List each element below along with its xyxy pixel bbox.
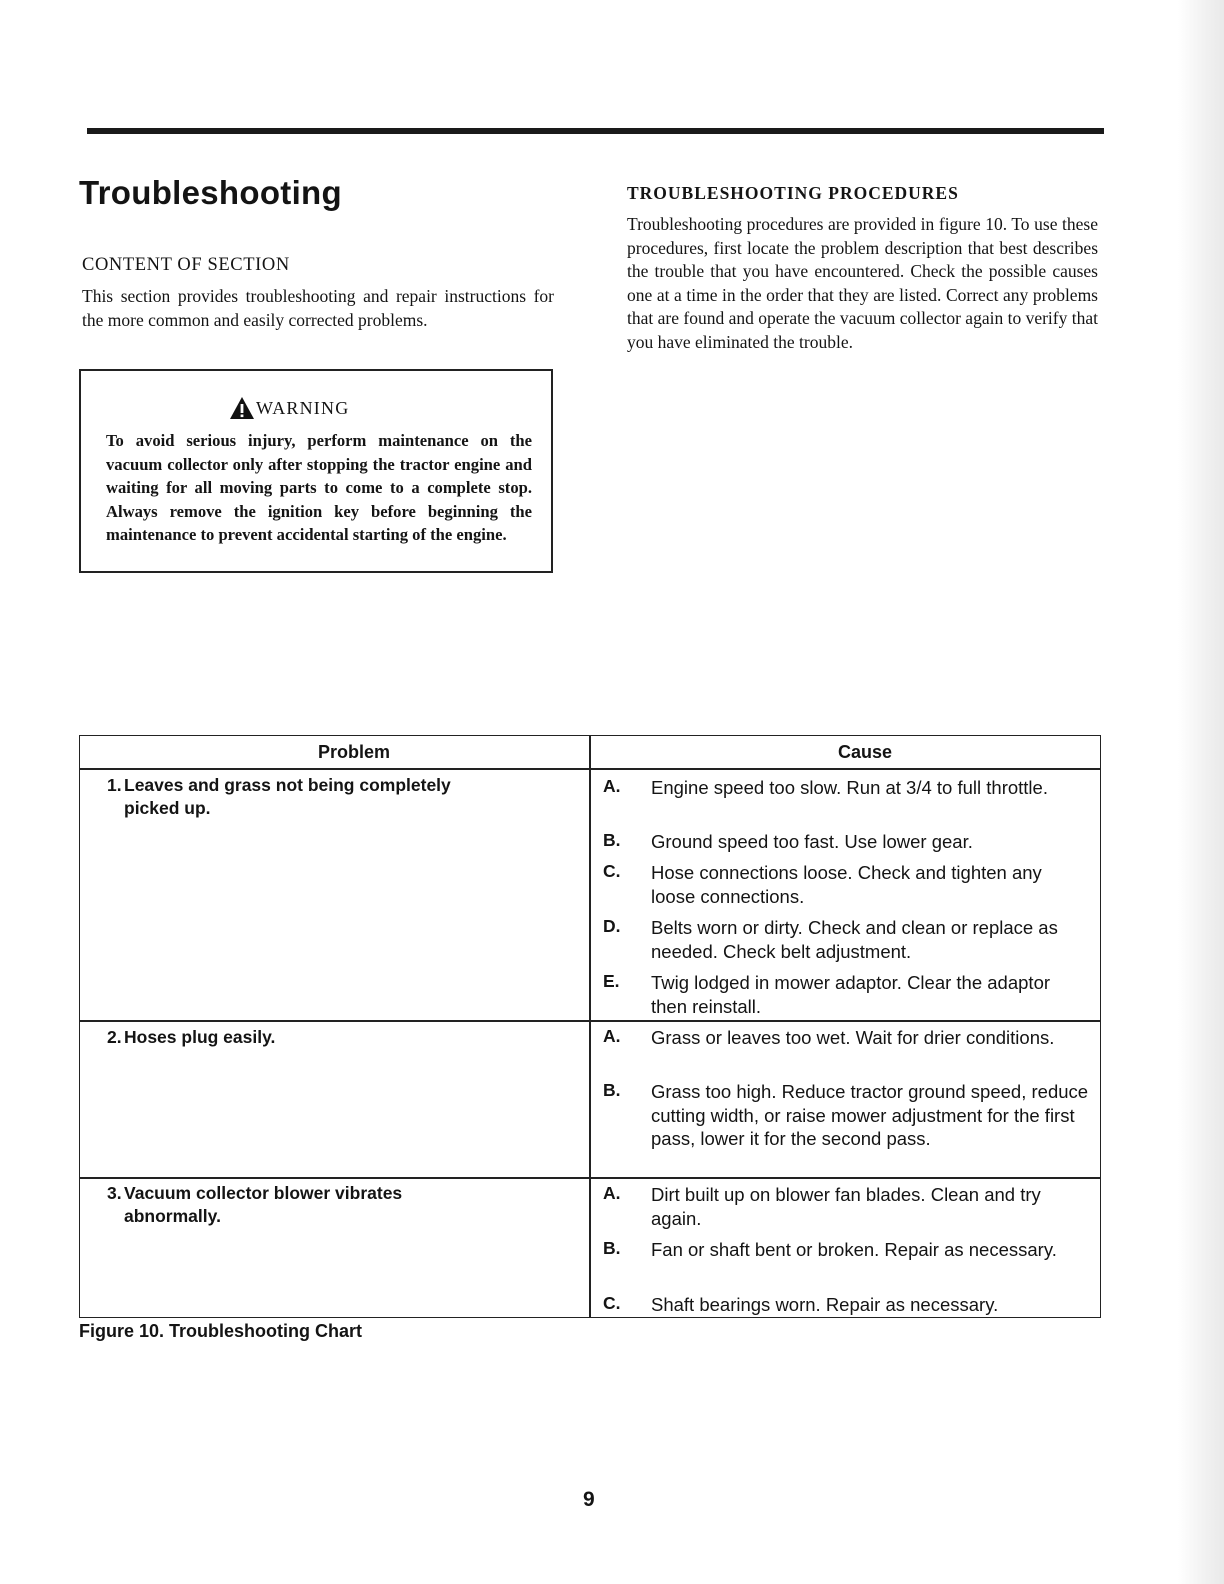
cause-letter: E. — [603, 971, 620, 991]
problem-text: Vacuum collector blower vibrates — [124, 1183, 403, 1203]
cause-letter: A. — [603, 1183, 621, 1203]
procedures-section-body: Troubleshooting procedures are provided in figure 10. To use these procedures, first locate the problem description that best describes the trouble that you have encountered. Check the possible causes one at a time in the order that they are listed. Correct any problems that are found and operate the vacuum collector again to verify that you have eliminated the trouble. — [627, 214, 1098, 352]
problem-text-continued: picked up. — [124, 798, 211, 818]
page-number: 9 — [583, 1488, 595, 1511]
page-title: Troubleshooting — [79, 174, 342, 211]
problem-text: Leaves and grass not being completely — [124, 775, 451, 795]
cause-text: Belts worn or dirty. Check and clean or replace as needed. Check belt adjustment. — [651, 917, 1058, 962]
warning-box — [79, 369, 553, 573]
cause-text: Hose connections loose. Check and tighten any loose connections. — [651, 862, 1042, 907]
page-edge-shadow — [1178, 0, 1224, 1584]
problem-number: 3. — [107, 1183, 122, 1203]
cause-letter: C. — [603, 861, 621, 881]
problem-number: 1. — [107, 775, 122, 795]
problem-cell — [107, 1182, 547, 1228]
warning-header — [229, 395, 349, 421]
cause-text: Shaft bearings worn. Repair as necessary. — [651, 1294, 999, 1315]
troubleshooting-chart — [79, 735, 1101, 1318]
cause-text: Ground speed too fast. Use lower gear. — [651, 831, 973, 852]
header-rule — [87, 128, 1104, 134]
cause-column-header: Cause — [837, 742, 893, 762]
cause-letter: B. — [603, 1080, 621, 1100]
warning-text: To avoid serious injury, perform maintenance on the vacuum collector only after stopping the tractor engine and waiting for all moving parts to come to a complete stop. Always remove the ignition key before beginning the maintenance to prevent accidental starting of the engine. — [106, 431, 532, 545]
content-section-body: This section provides troubleshooting and repair instructions for the more common and easily corrected problems. — [82, 286, 554, 330]
problem-column-header: Problem — [317, 742, 391, 762]
cause-letter: B. — [603, 830, 621, 850]
cause-letter: B. — [603, 1238, 621, 1258]
chart-row-divider — [79, 1177, 1101, 1179]
problem-text: Hoses plug easily. — [124, 1027, 276, 1047]
chart-row-divider — [79, 1020, 1101, 1022]
cause-letter: A. — [603, 1026, 621, 1046]
warning-triangle-icon — [229, 396, 255, 420]
content-section-heading: CONTENT OF SECTION — [82, 255, 290, 275]
cause-text: Engine speed too slow. Run at 3/4 to full throttle. — [651, 777, 1048, 798]
cause-letter: A. — [603, 776, 621, 796]
cause-text: Fan or shaft bent or broken. Repair as necessary. — [651, 1239, 1057, 1260]
warning-label: WARNING — [256, 397, 350, 418]
figure-caption: Figure 10. Troubleshooting Chart — [79, 1321, 363, 1341]
procedures-section-heading: TROUBLESHOOTING PROCEDURES — [627, 183, 959, 203]
cause-text: Dirt built up on blower fan blades. Clean and try again. — [651, 1184, 1041, 1229]
cause-text: Grass or leaves too wet. Wait for drier conditions. — [651, 1027, 1055, 1048]
problem-number: 2. — [107, 1027, 122, 1047]
chart-column-divider — [589, 735, 591, 1318]
chart-header-divider — [79, 768, 1101, 770]
cause-text: Grass too high. Reduce tractor ground speed, reduce cutting width, or raise mower adjustment for the first pass, lower it for the second pass. — [651, 1081, 1089, 1149]
problem-cell — [107, 774, 547, 820]
problem-cell — [107, 1026, 547, 1049]
cause-text: Twig lodged in mower adaptor. Clear the adaptor then reinstall. — [651, 972, 1051, 1017]
cause-letter: C. — [603, 1293, 621, 1313]
problem-text-continued: abnormally. — [124, 1206, 221, 1226]
cause-letter: D. — [603, 916, 621, 936]
